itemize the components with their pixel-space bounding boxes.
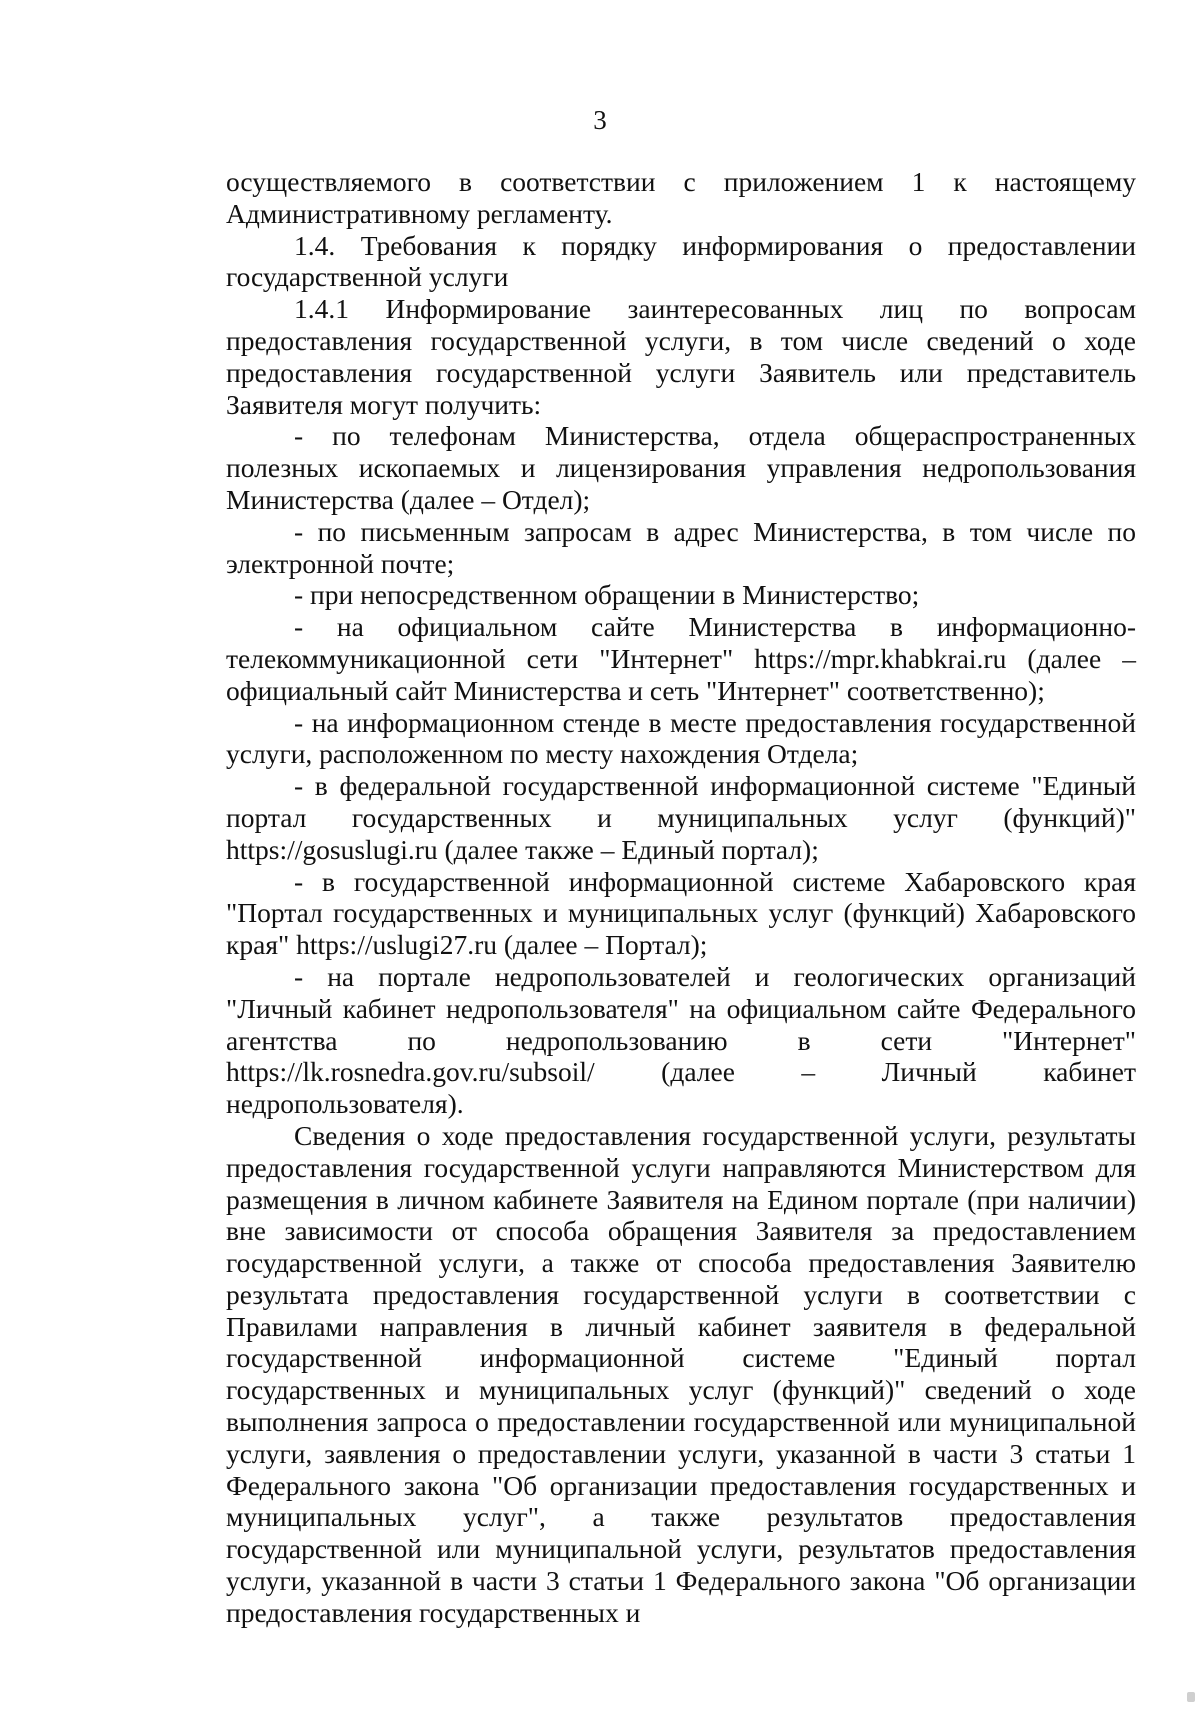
- section-heading: 1.4. Требования к порядку информирования о предоставлении государственной услуги: [226, 229, 1136, 293]
- page-number: 3: [593, 105, 607, 135]
- list-item: - в федеральной государственной информационной системе "Единый портал государственных и муниципальных услуг (функций)" https://gosuslugi.ru (далее также – Единый портал);: [226, 770, 1136, 865]
- list-item: - по письменным запросам в адрес Министерства, в том числе по электронной почте;: [226, 515, 1136, 579]
- list-item: - при непосредственном обращении в Министерство;: [294, 579, 920, 611]
- list-item: - по телефонам Министерства, отдела общераспространенных полезных ископаемых и лицензирования управления недропользования Министерства (далее – Отдел);: [226, 420, 1136, 515]
- list-item: - в государственной информационной системе Хабаровского края "Портал государственных и муниципальных услуг (функций) Хабаровского края" https://uslugi27.ru (далее – Портал);: [226, 865, 1136, 961]
- list-item: - на портале недропользователей и геологических организаций "Личный кабинет недропользователя" на официальном сайте Федерального агентства по недропользованию в сети "Интернет" https://lk.rosnedra.gov.ru/subsoil/ (далее – Личный кабинет недропользователя).: [226, 960, 1136, 1120]
- document-body: [226, 166, 1136, 1629]
- scan-artifact: [1187, 1692, 1195, 1702]
- list-item: - на информационном стенде в месте предоставления государственной услуги, расположенном по месту нахождения Отдела;: [226, 706, 1136, 770]
- paragraph: осуществляемого в соответствии с приложением 1 к настоящему Административному регламенту.: [226, 166, 1136, 229]
- list-item: - на официальном сайте Министерства в информационно-телекоммуникационной сети "Интернет" https://mpr.khabkrai.ru (далее – официальный сайт Министерства и сеть "Интернет" соответственно);: [226, 611, 1136, 706]
- paragraph: 1.4.1 Информирование заинтересованных лиц по вопросам предоставления государственной услуги, в том числе сведений о ходе предоставления государственной услуги Заявитель или представитель Заявителя могут получить:: [226, 293, 1136, 420]
- paragraph: Сведения о ходе предоставления государственной услуги, результаты предоставления государственной услуги направляются Министерством для размещения в личном кабинете Заявителя на Едином портале (при наличии) вне зависимости от способа обращения Заявителя за предоставлением государственной услуги, а также от способа предоставления Заявителю результата предоставления государственной услуги в соответствии с Правилами направления в личный кабинет заявителя в федеральной государственной информационной системе "Единый портал государственных и муниципальных услуг (функций)" сведений о ходе выполнения запроса о предоставлении государственной или муниципальной услуги, заявления о предоставлении услуги, указанной в части 3 статьи 1 Федерального закона "Об организации предоставления государственных и муниципальных услуг", а также результатов предоставления государственной или муниципальной услуги, результатов предоставления услуги, указанной в части 3 статьи 1 Федерального закона "Об организации предоставления государственных и: [226, 1119, 1136, 1628]
